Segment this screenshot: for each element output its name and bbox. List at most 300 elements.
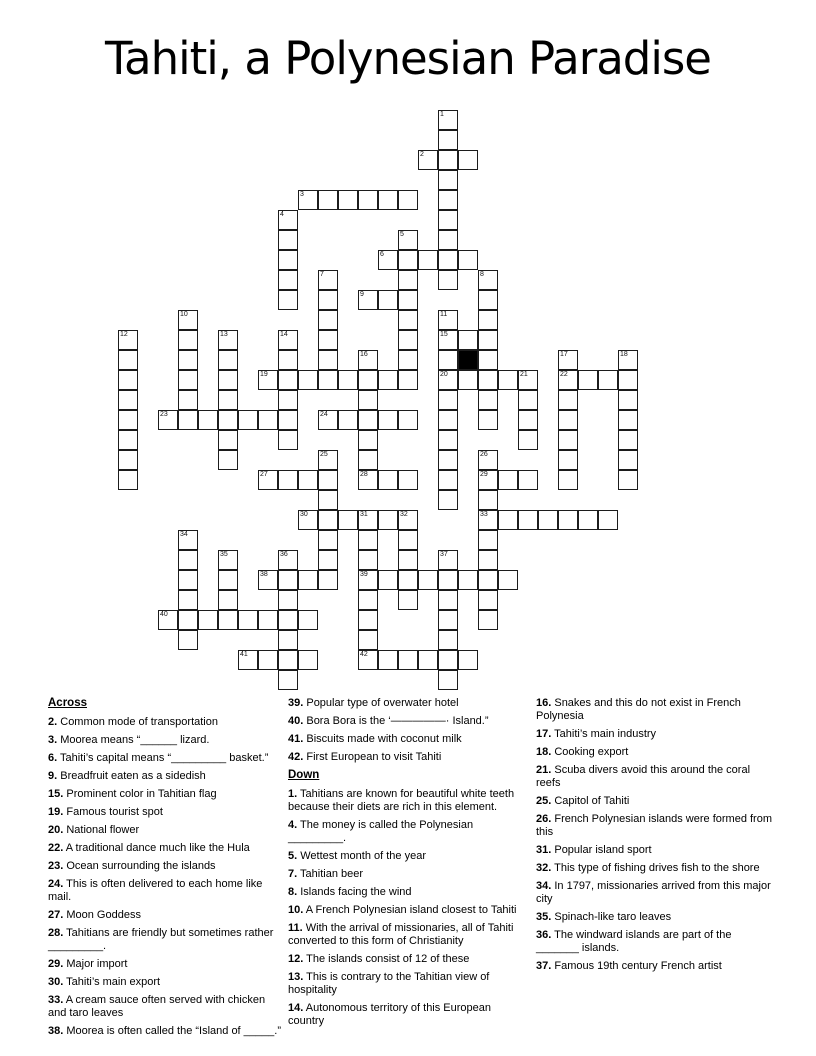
- grid-cell: [298, 570, 318, 590]
- grid-cell: [478, 590, 498, 610]
- grid-cell: [558, 470, 578, 490]
- cell-number: 2: [420, 151, 424, 158]
- grid-cell: [318, 310, 338, 330]
- grid-cell: [338, 190, 358, 210]
- clue-item: 33. A cream sauce often served with chicken and taro leaves: [48, 994, 266, 1019]
- cell-number: 3: [300, 191, 304, 198]
- grid-cell: [278, 410, 298, 430]
- grid-cell: [558, 390, 578, 410]
- grid-cell: [318, 450, 338, 470]
- clue-item: 22. A traditional dance much like the Hula: [48, 842, 250, 854]
- clue-number: 35.: [536, 911, 552, 923]
- grid-cell: [418, 150, 438, 170]
- grid-cell: [358, 530, 378, 550]
- grid-cell: [438, 630, 458, 650]
- grid-cell: [438, 670, 458, 690]
- grid-cell: [518, 510, 538, 530]
- grid-cell: [278, 570, 298, 590]
- grid-cell: [498, 470, 518, 490]
- grid-cell: [558, 430, 578, 450]
- cell-number: 23: [160, 411, 168, 418]
- grid-cell: [218, 550, 238, 570]
- clue-section-header: Down: [288, 769, 320, 781]
- grid-cell: [498, 370, 518, 390]
- cell-number: 14: [280, 331, 288, 338]
- grid-cell: [438, 350, 458, 370]
- grid-cell: [118, 430, 138, 450]
- grid-cell: [398, 230, 418, 250]
- grid-cell: [358, 190, 378, 210]
- cell-number: 29: [480, 471, 488, 478]
- grid-cell: [298, 610, 318, 630]
- grid-cell: [338, 370, 358, 390]
- cell-number: 5: [400, 231, 404, 238]
- grid-cell: [458, 570, 478, 590]
- cell-number: 39: [360, 571, 368, 578]
- grid-cell: [238, 610, 258, 630]
- puzzle-title: Tahiti, a Polynesian Paradise: [105, 32, 711, 85]
- grid-cell: [518, 390, 538, 410]
- grid-cell: [278, 370, 298, 390]
- cell-number: 21: [520, 371, 528, 378]
- cell-number: 27: [260, 471, 268, 478]
- grid-cell: [258, 470, 278, 490]
- clues-column-left: [48, 697, 284, 1043]
- cell-number: 22: [560, 371, 568, 378]
- grid-cell: [618, 450, 638, 470]
- grid-cell: [358, 450, 378, 470]
- grid-cell: [118, 450, 138, 470]
- grid-cell: [358, 410, 378, 430]
- grid-cell: [258, 610, 278, 630]
- cell-number: 37: [440, 551, 448, 558]
- grid-cell: [178, 570, 198, 590]
- grid-cell: [398, 310, 418, 330]
- clue-item: 4. The money is called the Polynesian _________.: [288, 819, 474, 844]
- cell-number: 30: [300, 511, 308, 518]
- grid-cell: [478, 470, 498, 490]
- cell-number: 11: [440, 311, 448, 318]
- grid-cell: [518, 370, 538, 390]
- clue-number: 21.: [536, 764, 552, 776]
- grid-cell: [318, 570, 338, 590]
- clue-item: 18. Cooking export: [536, 746, 629, 758]
- grid-cell: [238, 650, 258, 670]
- grid-cell: [378, 650, 398, 670]
- grid-cell: [558, 510, 578, 530]
- grid-cell: [178, 330, 198, 350]
- grid-cell: [278, 290, 298, 310]
- grid-cell: [618, 390, 638, 410]
- grid-cell: [298, 510, 318, 530]
- grid-cell: [498, 570, 518, 590]
- clue-number: 17.: [536, 728, 552, 740]
- grid-cell: [458, 370, 478, 390]
- grid-cell: [378, 290, 398, 310]
- grid-cell: [618, 370, 638, 390]
- grid-cell: [518, 410, 538, 430]
- cell-number: 15: [440, 331, 448, 338]
- clue-item: 11. With the arrival of missionaries, all of Tahiti converted to this form of Christianity: [288, 922, 514, 947]
- cell-number: 9: [360, 291, 364, 298]
- clue-item: 9. Breadfruit eaten as a sidedish: [48, 770, 206, 782]
- cell-number: 41: [240, 651, 248, 658]
- grid-cell: [178, 410, 198, 430]
- clue-number: 18.: [536, 746, 552, 758]
- grid-cell: [178, 530, 198, 550]
- clue-item: 38. Moorea is often called the “Island of _____.”: [48, 1025, 281, 1037]
- grid-cell: [458, 150, 478, 170]
- grid-cell: [318, 370, 338, 390]
- clue-item: 24. This is often delivered to each home like mail.: [48, 878, 263, 903]
- grid-cell: [318, 270, 338, 290]
- clue-item: 3. Moorea means “______ lizard.: [48, 734, 210, 746]
- grid-cell: [458, 650, 478, 670]
- grid-cell: [618, 430, 638, 450]
- grid-cell: [378, 510, 398, 530]
- clue-item: 5. Wettest month of the year: [288, 850, 426, 862]
- grid-cell: [438, 610, 458, 630]
- grid-cell: [578, 370, 598, 390]
- grid-cell: [218, 350, 238, 370]
- grid-cell: [358, 630, 378, 650]
- clue-item: 12. The islands consist of 12 of these: [288, 953, 470, 965]
- grid-cell: [358, 550, 378, 570]
- grid-cell: [278, 430, 298, 450]
- grid-cell: [478, 510, 498, 530]
- clue-item: 2. Common mode of transportation: [48, 716, 218, 728]
- clue-number: 15.: [48, 788, 64, 800]
- grid-cell: [438, 570, 458, 590]
- cell-number: 17: [560, 351, 568, 358]
- clue-number: 37.: [536, 960, 552, 972]
- cell-number: 8: [480, 271, 484, 278]
- grid-cell: [438, 590, 458, 610]
- clue-item: 14. Autonomous territory of this European country: [288, 1002, 492, 1027]
- clue-item: 25. Capitol of Tahiti: [536, 795, 630, 807]
- grid-cell: [478, 550, 498, 570]
- grid-cell: [278, 230, 298, 250]
- clue-number: 29.: [48, 958, 64, 970]
- grid-cell: [278, 590, 298, 610]
- clue-number: 36.: [536, 929, 552, 941]
- clue-item: 39. Popular type of overwater hotel: [288, 697, 459, 709]
- clue-number: 20.: [48, 824, 64, 836]
- clue-item: 34. In 1797, missionaries arrived from this major city: [536, 880, 771, 905]
- grid-cell: [278, 630, 298, 650]
- cell-number: 40: [160, 611, 168, 618]
- grid-cell: [478, 270, 498, 290]
- grid-cell: [418, 570, 438, 590]
- cell-number: 10: [180, 311, 188, 318]
- clue-item: 30. Tahiti’s main export: [48, 976, 161, 988]
- clue-number: 13.: [288, 971, 304, 983]
- clues-column-right: [536, 697, 774, 978]
- grid-cell: [558, 450, 578, 470]
- grid-cell: [438, 250, 458, 270]
- grid-cell: [398, 190, 418, 210]
- cell-number: 35: [220, 551, 228, 558]
- grid-cell: [578, 510, 598, 530]
- clue-item: 31. Popular island sport: [536, 844, 652, 856]
- clue-item: 27. Moon Goddess: [48, 909, 141, 921]
- grid-cell: [318, 510, 338, 530]
- cell-number: 4: [280, 211, 284, 218]
- grid-cell: [438, 230, 458, 250]
- grid-cell: [218, 590, 238, 610]
- clue-number: 26.: [536, 813, 552, 825]
- clue-number: 2.: [48, 716, 58, 728]
- clue-item: 23. Ocean surrounding the islands: [48, 860, 216, 872]
- grid-cell: [378, 570, 398, 590]
- clue-item: 15. Prominent color in Tahitian flag: [48, 788, 217, 800]
- grid-cell: [298, 470, 318, 490]
- grid-cell: [478, 350, 498, 370]
- grid-cell: [358, 510, 378, 530]
- grid-cell: [278, 330, 298, 350]
- clue-number: 7.: [288, 868, 298, 880]
- clue-number: 31.: [536, 844, 552, 856]
- clue-number: 16.: [536, 697, 552, 709]
- grid-cell: [318, 290, 338, 310]
- cell-number: 24: [320, 411, 328, 418]
- grid-cell: [398, 550, 418, 570]
- grid-cell: [598, 370, 618, 390]
- grid-cell: [398, 350, 418, 370]
- grid-cell: [478, 410, 498, 430]
- grid-cell: [398, 470, 418, 490]
- clue-number: 28.: [48, 927, 64, 939]
- grid-cell: [258, 410, 278, 430]
- clue-number: 22.: [48, 842, 64, 854]
- grid-cell: [218, 330, 238, 350]
- grid-cell: [458, 250, 478, 270]
- grid-cell: [258, 370, 278, 390]
- grid-cell: [278, 670, 298, 690]
- grid-cell: [118, 330, 138, 350]
- grid-cell: [398, 270, 418, 290]
- clue-number: 4.: [288, 819, 298, 831]
- grid-cell: [118, 350, 138, 370]
- grid-cell: [398, 530, 418, 550]
- grid-cell: [258, 650, 278, 670]
- grid-cell: [438, 310, 458, 330]
- grid-cell: [358, 610, 378, 630]
- cell-number: 33: [480, 511, 488, 518]
- clue-number: 5.: [288, 850, 298, 862]
- clue-item: 1. Tahitians are known for beautiful white teeth because their diets are rich in this element.: [288, 788, 515, 813]
- clue-item: 36. The windward islands are part of the _______ islands.: [536, 929, 732, 954]
- grid-cell: [618, 410, 638, 430]
- clue-item: 8. Islands facing the wind: [288, 886, 412, 898]
- clue-item: 13. This is contrary to the Tahitian view of hospitality: [288, 971, 490, 996]
- clue-number: 24.: [48, 878, 64, 890]
- grid-cell: [118, 390, 138, 410]
- clue-item: 26. French Polynesian islands were formed from this: [536, 813, 773, 838]
- grid-cell: [178, 550, 198, 570]
- cell-number: 6: [380, 251, 384, 258]
- clue-item: 29. Major import: [48, 958, 128, 970]
- clue-number: 10.: [288, 904, 304, 916]
- clue-number: 19.: [48, 806, 64, 818]
- grid-cell: [358, 390, 378, 410]
- grid-cell: [398, 330, 418, 350]
- grid-cell: [358, 430, 378, 450]
- grid-cell: [278, 650, 298, 670]
- grid-cell: [178, 350, 198, 370]
- grid-cell: [618, 350, 638, 370]
- grid-cell: [318, 490, 338, 510]
- cell-number: 20: [440, 371, 448, 378]
- cell-number: 36: [280, 551, 288, 558]
- cell-number: 18: [620, 351, 628, 358]
- grid-cell: [298, 370, 318, 390]
- grid-cell: [398, 650, 418, 670]
- grid-cell: [478, 370, 498, 390]
- grid-cell: [378, 410, 398, 430]
- grid-cell: [418, 250, 438, 270]
- grid-cell: [278, 210, 298, 230]
- grid-cell: [438, 450, 458, 470]
- cell-number: 16: [360, 351, 368, 358]
- cell-number: 42: [360, 651, 368, 658]
- grid-cell: [438, 150, 458, 170]
- grid-cell: [278, 470, 298, 490]
- grid-cell: [318, 350, 338, 370]
- grid-cell: [438, 470, 458, 490]
- grid-cell: [278, 270, 298, 290]
- clue-item: 10. A French Polynesian island closest to Tahiti: [288, 904, 517, 916]
- cell-number: 32: [400, 511, 408, 518]
- grid-cell: [358, 370, 378, 390]
- cell-number: 38: [260, 571, 268, 578]
- clue-number: 9.: [48, 770, 58, 782]
- clue-number: 6.: [48, 752, 58, 764]
- grid-cell: [478, 530, 498, 550]
- grid-cell: [178, 370, 198, 390]
- grid-cell: [478, 310, 498, 330]
- grid-cell: [558, 410, 578, 430]
- grid-cell: [438, 650, 458, 670]
- grid-cell: [478, 490, 498, 510]
- grid-cell: [558, 350, 578, 370]
- grid-cell: [478, 390, 498, 410]
- grid-cell: [338, 510, 358, 530]
- clue-item: 42. First European to visit Tahiti: [288, 751, 442, 763]
- grid-cell: [198, 410, 218, 430]
- grid-cell: [558, 370, 578, 390]
- grid-cell: [438, 210, 458, 230]
- grid-cell: [218, 450, 238, 470]
- grid-cell: [498, 510, 518, 530]
- grid-cell: [438, 110, 458, 130]
- clue-number: 23.: [48, 860, 64, 872]
- grid-cell: [318, 410, 338, 430]
- clue-item: 20. National flower: [48, 824, 140, 836]
- clue-number: 42.: [288, 751, 304, 763]
- grid-cell: [278, 610, 298, 630]
- grid-cell: [518, 430, 538, 450]
- grid-cell: [618, 470, 638, 490]
- grid-cell: [118, 370, 138, 390]
- grid-cell: [158, 610, 178, 630]
- grid-cell: [318, 550, 338, 570]
- grid-cell: [298, 650, 318, 670]
- cell-number: 34: [180, 531, 188, 538]
- clue-number: 30.: [48, 976, 64, 988]
- grid-cell: [358, 290, 378, 310]
- grid-cell: [398, 570, 418, 590]
- cell-number: 1: [440, 111, 444, 118]
- grid-cell: [538, 510, 558, 530]
- grid-cell: [378, 370, 398, 390]
- clue-item: 37. Famous 19th century French artist: [536, 960, 722, 972]
- grid-cell: [478, 570, 498, 590]
- grid-cell: [278, 390, 298, 410]
- clue-item: 40. Bora Bora is the ‘—————· Island.”: [288, 715, 489, 727]
- clue-item: 16. Snakes and this do not exist in French Polynesia: [536, 697, 741, 722]
- grid-cell: [438, 430, 458, 450]
- clue-item: 19. Famous tourist spot: [48, 806, 163, 818]
- clue-number: 33.: [48, 994, 64, 1006]
- grid-cell: [398, 250, 418, 270]
- grid-cell: [478, 290, 498, 310]
- grid-cell: [178, 630, 198, 650]
- grid-cell: [438, 270, 458, 290]
- grid-cell: [438, 490, 458, 510]
- cell-number: 26: [480, 451, 488, 458]
- grid-cell: [438, 330, 458, 350]
- clue-number: 32.: [536, 862, 552, 874]
- grid-cell: [418, 650, 438, 670]
- grid-cell: [318, 470, 338, 490]
- clue-number: 11.: [288, 922, 303, 934]
- clue-section-header: Across: [48, 697, 87, 709]
- grid-cell: [118, 410, 138, 430]
- cell-number: 19: [260, 371, 268, 378]
- grid-cell: [238, 410, 258, 430]
- grid-cell: [398, 510, 418, 530]
- grid-cell: [438, 410, 458, 430]
- grid-cell: [478, 610, 498, 630]
- grid-cell: [178, 610, 198, 630]
- cell-number: 31: [360, 511, 368, 518]
- grid-cell: [218, 610, 238, 630]
- clue-number: 14.: [288, 1002, 304, 1014]
- grid-cell: [318, 330, 338, 350]
- clue-number: 27.: [48, 909, 64, 921]
- grid-cell: [398, 410, 418, 430]
- grid-cell: [358, 650, 378, 670]
- grid-cell: [398, 590, 418, 610]
- grid-cell: [258, 570, 278, 590]
- grid-cell: [478, 330, 498, 350]
- clue-number: 3.: [48, 734, 58, 746]
- grid-cell: [398, 370, 418, 390]
- clue-number: 39.: [288, 697, 304, 709]
- grid-cell: [458, 330, 478, 350]
- clue-item: 28. Tahitians are friendly but sometimes rather _________.: [48, 927, 274, 952]
- grid-cell: [438, 190, 458, 210]
- clue-item: 35. Spinach-like taro leaves: [536, 911, 672, 923]
- grid-cell: [158, 410, 178, 430]
- grid-cell: [378, 190, 398, 210]
- cell-number: 25: [320, 451, 328, 458]
- clue-item: 41. Biscuits made with coconut milk: [288, 733, 462, 745]
- grid-cell-black: [458, 350, 478, 370]
- grid-cell: [218, 410, 238, 430]
- grid-cell: [478, 450, 498, 470]
